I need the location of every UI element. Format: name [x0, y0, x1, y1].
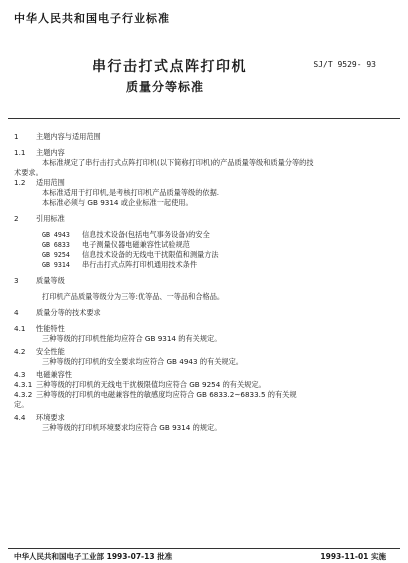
reference-code: GB 6833	[42, 241, 70, 249]
section-number: 1	[14, 132, 19, 141]
paragraph-line: 三种等级的打印机环境要求均应符合 GB 9314 的规定。	[42, 423, 222, 432]
paragraph-line: 三种等级的打印机的安全要求均应符合 GB 4943 的有关规定。	[42, 357, 243, 366]
section-heading	[14, 276, 398, 286]
clause-item	[14, 390, 398, 400]
section-title: 主题内容与适用范围	[36, 132, 101, 141]
implementation-date: 1993-11-01 实施	[320, 552, 386, 561]
document-title: 串行击打式点阵打印机	[92, 59, 247, 75]
paragraph-line: 本标准规定了串行击打式点阵打印机(以下简称打印机)的产品质量等级和质量分等的技	[42, 158, 314, 167]
section-title: 质量分等的技术要求	[36, 308, 101, 317]
standard-header: 中华人民共和国电子行业标准	[14, 12, 170, 25]
paragraph-line: 定。	[14, 400, 29, 409]
subsection-title: 性能特性	[36, 324, 65, 333]
reference-item	[14, 260, 398, 270]
clause-number: 4.3.2	[14, 390, 33, 399]
subsection-heading	[14, 148, 398, 158]
subsection-number: 4.3	[14, 370, 26, 379]
subsection-heading	[14, 370, 398, 380]
subsection-title: 安全性能	[36, 347, 65, 356]
section-number: 2	[14, 214, 19, 223]
footer-divider	[8, 548, 400, 549]
reference-title: 串行击打式点阵打印机通用技术条件	[82, 260, 198, 269]
subsection-title: 主题内容	[36, 148, 65, 157]
subsection-heading	[14, 324, 398, 334]
section-heading	[14, 214, 398, 224]
clause-text: 三种等级的打印机的无线电干扰极限值均应符合 GB 9254 的有关规定。	[36, 380, 266, 389]
section-number: 4	[14, 308, 19, 317]
subsection-number: 4.4	[14, 413, 26, 422]
subsection-title: 环境要求	[36, 413, 65, 422]
subsection-number: 4.2	[14, 347, 26, 356]
top-divider	[8, 118, 400, 119]
paragraph-line: 术要求。	[14, 168, 43, 177]
reference-item	[14, 230, 398, 240]
section-number: 3	[14, 276, 19, 285]
reference-code: GB 9254	[42, 251, 70, 259]
subsection-number: 4.1	[14, 324, 26, 333]
paragraph-line: 打印机产品质量等级分为三等:优等品、一等品和合格品。	[42, 292, 225, 301]
standard-number: SJ/T 9529- 93	[313, 60, 376, 69]
subsection-number: 1.1	[14, 148, 26, 157]
section-title: 质量等级	[36, 276, 65, 285]
reference-code: GB 9314	[42, 261, 70, 269]
paragraph-line: 本标准适用于打印机,是考核打印机产品质量等级的依据.	[42, 188, 220, 197]
subsection-title: 适用范围	[36, 178, 65, 187]
paragraph-line: 三种等级的打印机性能均应符合 GB 9314 的有关规定。	[42, 334, 222, 343]
clause-text: 三种等级的打印机的电磁兼容性的敏感度均应符合 GB 6833.2~6833.5 的有关规	[36, 390, 297, 399]
reference-item	[14, 240, 398, 250]
subsection-heading	[14, 413, 398, 423]
reference-title: 电子测量仪器电磁兼容性试验规范	[82, 240, 190, 249]
clause-number: 4.3.1	[14, 380, 33, 389]
document-subtitle: 质量分等标准	[126, 80, 205, 94]
approval-statement: 中华人民共和国电子工业部 1993-07-13 批准	[14, 552, 173, 561]
reference-title: 信息技术设备(包括电气事务设备)的安全	[82, 230, 210, 239]
document-body	[14, 126, 398, 433]
section-title: 引用标准	[36, 214, 65, 223]
subsection-number: 1.2	[14, 178, 26, 187]
subsection-heading	[14, 178, 398, 188]
subsection-heading	[14, 347, 398, 357]
section-heading	[14, 308, 398, 318]
reference-title: 信息技术设备的无线电干扰限值和测量方法	[82, 250, 219, 259]
section-heading	[14, 132, 398, 142]
paragraph-line: 本标准必须与 GB 9314 或企业标准一起使用。	[42, 198, 193, 207]
reference-item	[14, 250, 398, 260]
subsection-title: 电磁兼容性	[36, 370, 72, 379]
clause-item	[14, 380, 398, 390]
reference-code: GB 4943	[42, 231, 70, 239]
